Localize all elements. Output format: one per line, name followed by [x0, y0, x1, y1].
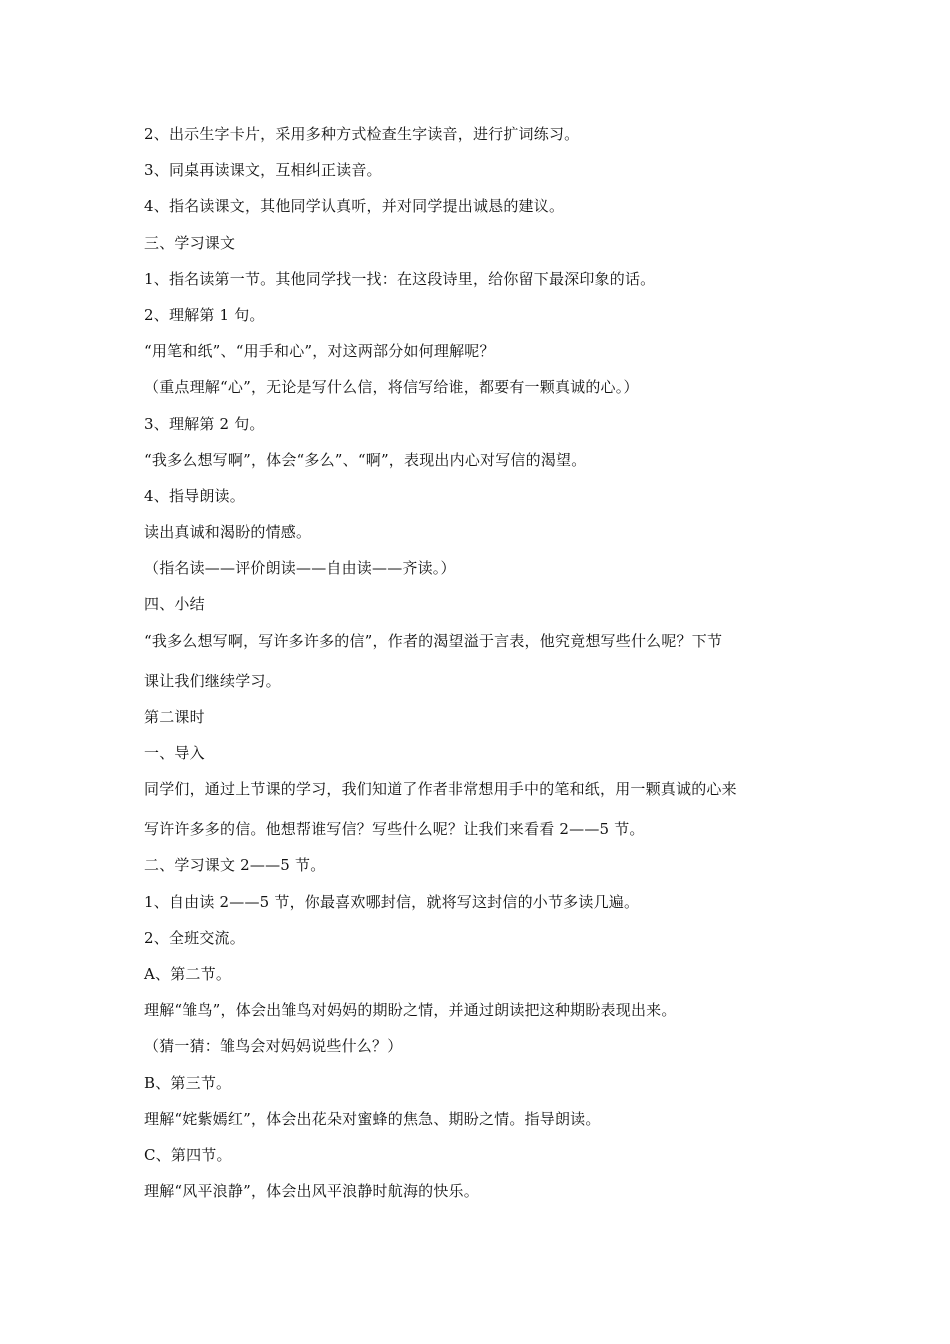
section-heading: 二、学习课文 2——5 节。 — [144, 856, 326, 875]
text-line: A、第二节。 — [144, 964, 232, 983]
text-line: 2、理解第 1 句。 — [144, 305, 265, 324]
section-heading: 三、学习课文 — [144, 233, 236, 252]
text-line: 1、自由读 2——5 节，你最喜欢哪封信，就将写这封信的小节多读几遍。 — [144, 892, 640, 911]
text-line: 写许许多多的信。他想帮谁写信？写些什么呢？让我们来看看 2——5 节。 — [144, 820, 645, 839]
lesson-heading: 第二课时 — [144, 707, 205, 726]
section-heading: 四、小结 — [144, 595, 205, 614]
text-line: “用笔和纸”、“用手和心”，对这两部分如何理解呢？ — [144, 342, 495, 361]
text-line: 2、出示生字卡片，采用多种方式检查生字读音，进行扩词练习。 — [144, 125, 580, 143]
text-line: 2、全班交流。 — [144, 928, 245, 947]
text-line: 3、同桌再读课文，互相纠正读音。 — [144, 161, 382, 180]
text-line: 理解“姹紫嫣红”，体会出花朵对蜜蜂的焦急、期盼之情。指导朗读。 — [144, 1109, 601, 1128]
text-line: （指名读——评价朗读——自由读——齐读。） — [144, 559, 456, 578]
text-line: （猜一猜：雏鸟会对妈妈说些什么？） — [144, 1037, 403, 1056]
text-line: 理解“风平浪静”，体会出风平浪静时航海的快乐。 — [144, 1182, 479, 1201]
text-line: 课让我们继续学习。 — [144, 671, 281, 690]
text-line: 1、指名读第一节。其他同学找一找：在这段诗里，给你留下最深印象的话。 — [144, 269, 656, 288]
text-line: C、第四节。 — [144, 1145, 232, 1164]
text-line: 3、理解第 2 句。 — [144, 414, 265, 433]
text-line: B、第三节。 — [144, 1073, 232, 1092]
text-line: 同学们，通过上节课的学习，我们知道了作者非常想用手中的笔和纸，用一颗真诚的心来 — [144, 780, 737, 799]
document-body — [144, 124, 816, 1217]
text-line: “我多么想写啊，写许多许多的信”，作者的渴望溢于言表，他究竟想写些什么呢？下节 — [144, 631, 723, 650]
text-line: 4、指导朗读。 — [144, 486, 245, 505]
text-line: （重点理解“心”，无论是写什么信，将信写给谁，都要有一颗真诚的心。） — [144, 378, 639, 397]
text-line: “我多么想写啊”，体会“多么”、“啊”，表现出内心对写信的渴望。 — [144, 450, 587, 469]
section-heading: 一、导入 — [144, 744, 205, 762]
text-line: 理解“雏鸟”，体会出雏鸟对妈妈的期盼之情，并通过朗读把这种期盼表现出来。 — [144, 1001, 677, 1020]
text-line: 读出真诚和渴盼的情感。 — [144, 523, 312, 542]
text-line: 4、指名读课文，其他同学认真听，并对同学提出诚恳的建议。 — [144, 197, 565, 216]
